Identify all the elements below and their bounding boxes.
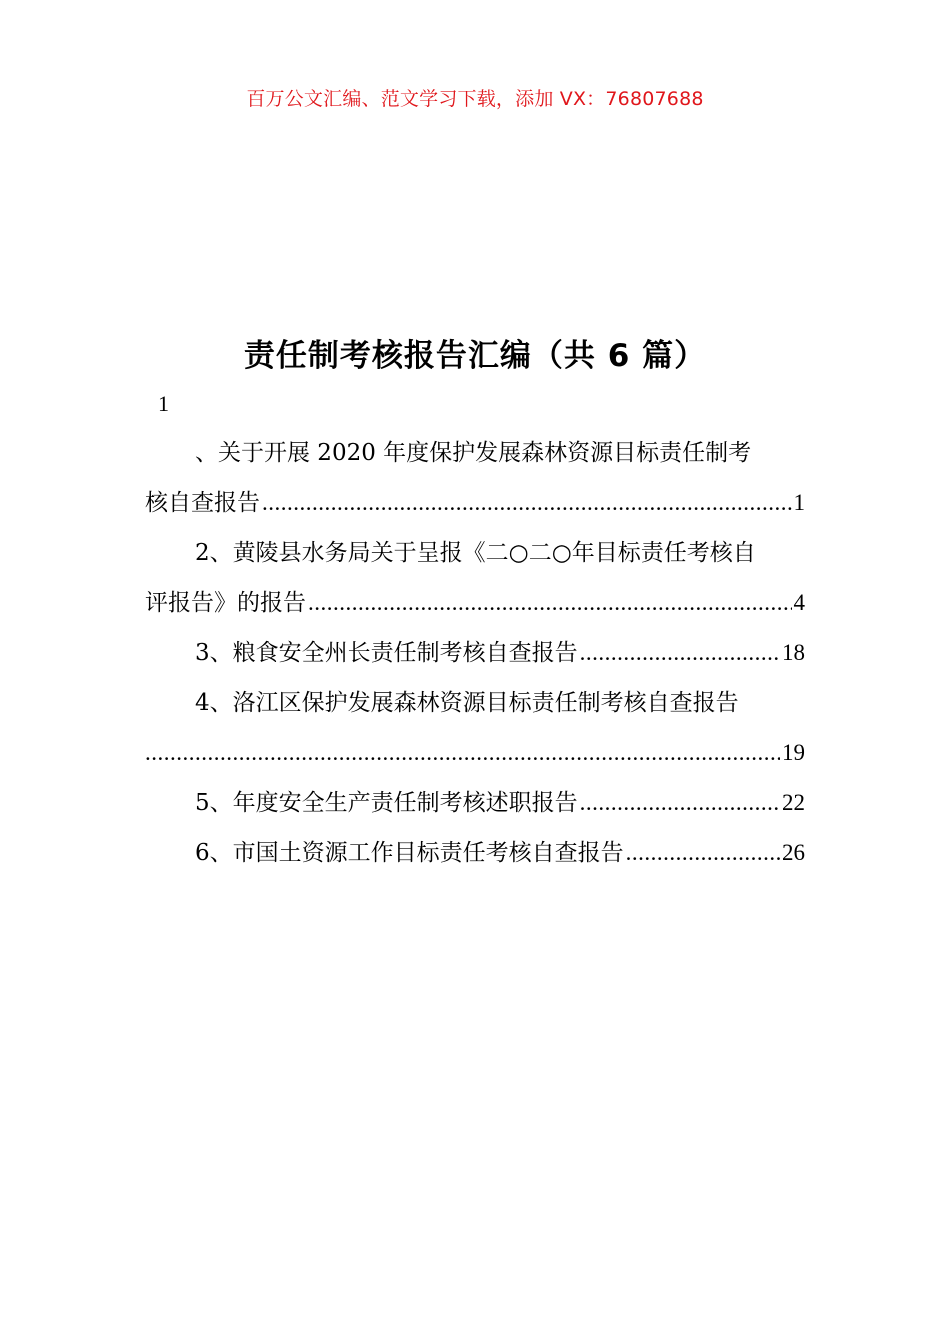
toc-entry-title-line2: 核自查报告 [145,490,260,516]
leader-dots [580,778,780,828]
leader-dots [580,628,780,678]
toc-entry-2[interactable] [145,528,805,628]
watermark-banner: 百万公文汇编、范文学习下载，添加 VX：76807688 [246,88,704,110]
leader-dots [308,578,792,628]
toc-page-number: 22 [782,790,805,815]
toc-entry-title: 4、洛江区保护发展森林资源目标责任制考核自查报告 [195,690,739,716]
leader-dots [626,828,780,878]
toc-entry-title-line2: 评报告》的报告 [145,590,306,616]
toc-entry-6[interactable] [145,828,805,878]
leader-dots [145,728,780,778]
document-title: 责任制考核报告汇编（共 6 篇） [243,338,707,374]
toc-entry-1[interactable] [145,428,805,528]
toc-page-number: 19 [782,740,805,765]
toc-entry-title: 5、年度安全生产责任制考核述职报告 [195,790,578,816]
toc-entry-4[interactable] [145,678,805,778]
toc-page-number: 4 [793,590,805,615]
table-of-contents [145,428,805,878]
stray-number: 1 [158,391,169,416]
toc-page-number: 18 [782,640,805,665]
toc-entry-title: 6、市国土资源工作目标责任考核自查报告 [195,840,624,866]
toc-entry-3[interactable] [145,628,805,678]
toc-page-number: 26 [782,840,805,865]
toc-entry-title: 3、粮食安全州长责任制考核自查报告 [195,640,578,666]
toc-entry-5[interactable] [145,778,805,828]
leader-dots [262,478,792,528]
toc-entry-title-line1: 2、黄陵县水务局关于呈报《二○二○年目标责任考核自 [195,540,756,566]
toc-entry-title-line1: 、关于开展 2020 年度保护发展森林资源目标责任制考 [195,440,752,466]
toc-page-number: 1 [793,490,805,515]
